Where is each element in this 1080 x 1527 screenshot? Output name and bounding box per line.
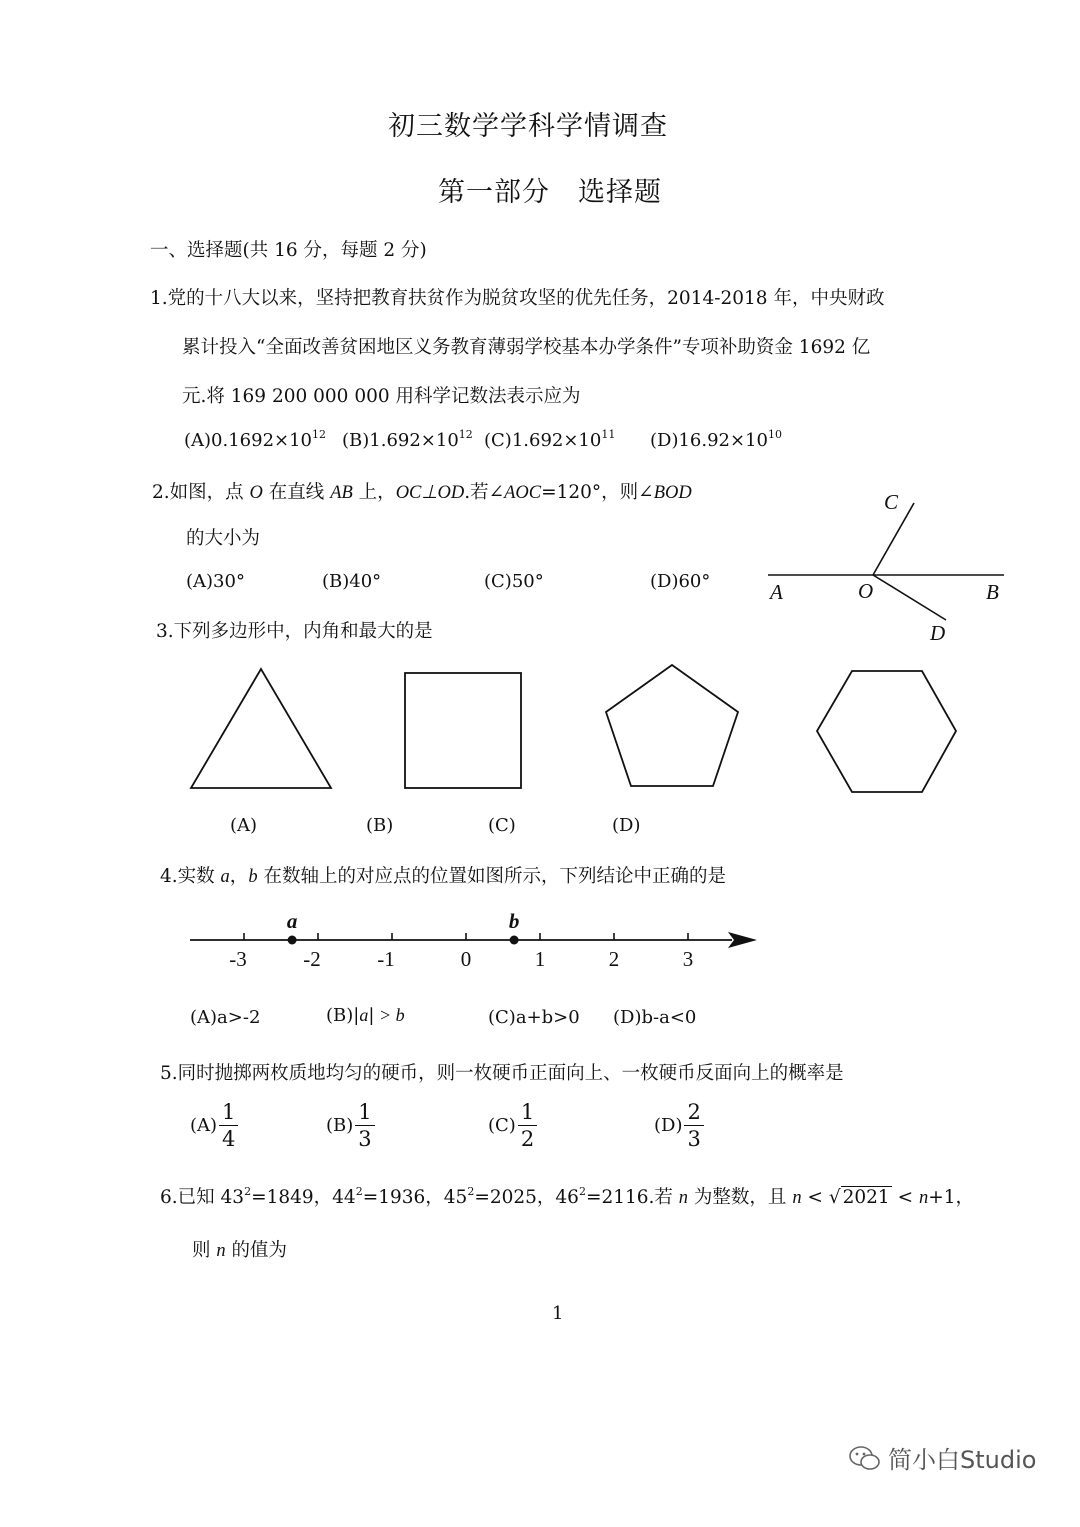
denominator: 3 [687, 1127, 701, 1151]
q4-option-b-label: (B) [326, 1005, 354, 1026]
q6-text-5: =2116.若 [585, 1187, 679, 1208]
q5-option-c-fraction [518, 1102, 537, 1150]
q6-less-than: < [891, 1187, 919, 1208]
q1-option-a-base: (A)0.1692×10 [184, 430, 313, 451]
label-c: C [884, 490, 899, 514]
denominator: 2 [520, 1127, 535, 1151]
q4-comma: ， [229, 866, 249, 887]
q5-option-c-label: (C) [488, 1115, 516, 1136]
exam-title: 初三数学学科学情调查 [388, 111, 668, 142]
q6-exp-2: 2 [355, 1185, 363, 1198]
numerator: 1 [355, 1102, 374, 1126]
point-a [288, 936, 297, 945]
label-o: O [858, 579, 874, 603]
q6-line2 [192, 1236, 287, 1262]
q6-text-7: 则 [192, 1240, 217, 1261]
q4-option-d[interactable]: (D)b-a<0 [613, 1007, 697, 1028]
q4-option-b[interactable] [326, 1005, 405, 1026]
abs-right-bar: | [368, 1005, 375, 1026]
section-heading: 一、选择题(共 16 分，每题 2 分) [150, 240, 427, 261]
q2-option-c[interactable]: (C)50° [484, 571, 544, 592]
q5-option-c[interactable] [488, 1102, 537, 1150]
q1-line3: 元.将 169 200 000 000 用科学记数法表示应为 [182, 386, 581, 407]
q2-var-o: O [249, 483, 263, 503]
q4-option-b-var: a [359, 1005, 369, 1025]
q2-option-a[interactable]: (A)30° [186, 571, 245, 592]
part-title: 第一部分 选择题 [438, 177, 662, 208]
q6-text-6: 为整数，且 [688, 1187, 793, 1208]
q2-option-d[interactable]: (D)60° [650, 571, 711, 592]
q6-var-n: n [918, 1188, 929, 1208]
q1-option-c-exp: 11 [601, 428, 616, 441]
axis-tick-label: -1 [377, 947, 395, 971]
q5-option-b-fraction [355, 1102, 374, 1150]
q5-option-d-fraction [684, 1102, 703, 1150]
q6-text-8: 的值为 [225, 1240, 288, 1261]
q5-option-a-fraction [219, 1102, 238, 1150]
label-d: D [930, 621, 946, 645]
sqrt-radicand: 2021 [842, 1187, 890, 1208]
q1-line2: 累计投入“全面改善贫困地区义务教育薄弱学校基本办学条件”专项补助资金 1692 亿 [182, 337, 871, 358]
q4-var-a: a [220, 867, 230, 887]
q1-option-d-base: (D)16.92×10 [650, 430, 768, 451]
axis-tick-label: 2 [608, 947, 620, 971]
q4-option-c[interactable]: (C)a+b>0 [488, 1007, 580, 1028]
q2-line2: 的大小为 [186, 528, 261, 549]
q5-text: 5.同时抛掷两枚质地均匀的硬币，则一枚硬币正面向上、一枚硬币反面向上的概率是 [160, 1063, 844, 1084]
q3-text: 3.下列多边形中，内角和最大的是 [156, 621, 433, 642]
q2-text-5: =120°，则∠ [541, 482, 654, 503]
q1-option-a-exp: 12 [312, 428, 327, 441]
point-b [510, 936, 519, 945]
q2-option-b[interactable]: (B)40° [322, 571, 382, 592]
q2-text-4: .若∠ [464, 482, 505, 503]
axis-tick-label: 1 [534, 947, 546, 971]
axis-tick-label: 0 [460, 947, 472, 971]
q1-option-b-exp: 12 [458, 428, 473, 441]
q6-plus-one: +1， [928, 1187, 975, 1208]
page-number: 1 [552, 1303, 564, 1324]
label-a: A [770, 580, 783, 604]
denominator: 3 [358, 1127, 372, 1151]
q3-option-a[interactable]: (A) [230, 815, 258, 836]
q6-line1 [160, 1183, 974, 1209]
point-b-label: b [508, 909, 520, 933]
q6-text-4: =2025，46 [474, 1187, 579, 1208]
q4-var-b: b [248, 867, 258, 887]
q6-var-n: n [792, 1188, 802, 1208]
q4-text-1: 4.实数 [160, 866, 221, 887]
q5-option-b-label: (B) [326, 1115, 354, 1136]
numerator: 2 [684, 1102, 703, 1126]
q5-option-a-label: (A) [190, 1115, 218, 1136]
q2-text-3: 上， [352, 482, 396, 503]
q3-option-b[interactable]: (B) [366, 815, 394, 836]
q4-option-a[interactable]: (A)a>-2 [190, 1007, 261, 1028]
q3-option-c[interactable]: (C) [488, 815, 516, 836]
q2-text-2: 在直线 [262, 482, 331, 503]
wechat-icon [848, 1444, 880, 1472]
q6-text-3: =1936，45 [362, 1187, 468, 1208]
q6-exp-3: 2 [467, 1185, 475, 1198]
q6-text-2: =1849，44 [251, 1187, 356, 1208]
q6-less-than: < [801, 1187, 829, 1208]
q2-var-aoc: AOC [504, 483, 542, 503]
axis-tick-label: -3 [229, 947, 247, 971]
q4-option-b-rest: > b [374, 1005, 405, 1025]
q2-var-ab: AB [330, 483, 353, 503]
q6-var-n: n [678, 1188, 689, 1208]
axis-arrow [728, 932, 757, 948]
label-b: B [986, 580, 999, 604]
axis-tick-label: 3 [682, 947, 694, 971]
q2-var-ocod: OC⊥OD [395, 483, 465, 503]
q1-option-d-exp: 10 [768, 428, 782, 441]
abs-left-bar: | [353, 1005, 360, 1026]
q2-var-bod: BOD [653, 483, 692, 503]
denominator: 4 [222, 1127, 236, 1151]
q5-option-b[interactable] [326, 1102, 375, 1150]
q2-text-1: 2.如图，点 [152, 482, 250, 503]
q6-var-n: n [216, 1241, 226, 1261]
q6-exp-4: 2 [578, 1185, 586, 1198]
q6-text-1: 6.已知 43 [160, 1187, 245, 1208]
numerator: 1 [219, 1102, 238, 1126]
q1-line1: 1.党的十八大以来，坚持把教育扶贫作为脱贫攻坚的优先任务，2014-2018 年，中央财政 [150, 288, 885, 309]
numerator: 1 [518, 1102, 537, 1126]
q3-option-d[interactable]: (D) [612, 815, 641, 836]
q1-option-b-base: (B)1.692×10 [342, 430, 459, 451]
watermark-text: 简小白Studio [888, 1446, 1037, 1474]
sqrt-symbol: √ [828, 1187, 841, 1208]
point-a-label: a [286, 909, 298, 933]
watermark [848, 1440, 1036, 1475]
q1-option-c-base: (C)1.692×10 [484, 430, 602, 451]
q5-option-d[interactable] [654, 1102, 704, 1150]
q5-option-a[interactable] [190, 1102, 238, 1150]
q6-exp-1: 2 [244, 1185, 252, 1198]
q5-option-d-label: (D) [654, 1115, 683, 1136]
axis-tick-label: -2 [303, 947, 321, 971]
q4-text-2: 在数轴上的对应点的位置如图所示，下列结论中正确的是 [257, 866, 726, 887]
